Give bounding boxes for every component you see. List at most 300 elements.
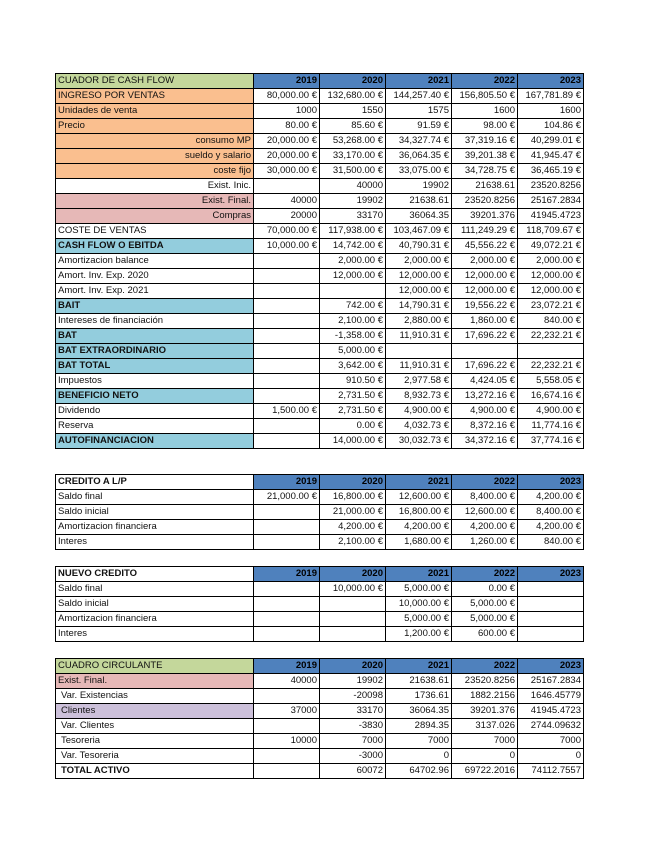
value-cell[interactable]: 156,805.50 € [452,89,518,104]
value-cell[interactable]: 40,790.31 € [386,239,452,254]
row-label-cell[interactable]: CASH FLOW O EBITDA [56,239,254,254]
value-cell[interactable] [518,627,584,642]
row-label-cell[interactable]: Saldo final [56,490,254,505]
row-label-cell[interactable]: Interes [56,535,254,550]
value-cell[interactable] [320,627,386,642]
table-title[interactable]: CUADOR DE CASH FLOW [56,74,254,89]
value-cell[interactable]: 23520.8256 [518,179,584,194]
value-cell[interactable]: 69722.2016 [452,764,518,779]
value-cell[interactable]: 4,200.00 € [518,490,584,505]
year-header[interactable]: 2023 [518,475,584,490]
value-cell[interactable]: 40000 [320,179,386,194]
row-label-cell[interactable]: Amort. Inv. Exp. 2020 [56,269,254,284]
year-header[interactable]: 2019 [254,74,320,89]
year-header[interactable]: 2022 [452,475,518,490]
value-cell[interactable]: -3000 [320,749,386,764]
value-cell[interactable]: 30,032.73 € [386,434,452,449]
table-row [56,719,584,734]
value-cell[interactable]: 21,000.00 € [254,490,320,505]
value-cell[interactable]: 14,790.31 € [386,299,452,314]
value-cell[interactable] [254,389,320,404]
value-cell[interactable] [254,374,320,389]
value-cell[interactable]: 2,000.00 € [386,254,452,269]
value-cell[interactable]: 10000 [254,734,320,749]
value-cell[interactable]: 2894.35 [386,719,452,734]
row-label-cell[interactable]: Exist. Inic. [56,179,254,194]
table-row [56,597,584,612]
row-label-cell[interactable]: Var. Existencias [56,689,254,704]
row-label-cell[interactable]: Amortizacion financiera [56,520,254,535]
value-cell[interactable]: 20,000.00 € [254,149,320,164]
value-cell[interactable]: 16,674.16 € [518,389,584,404]
value-cell[interactable]: 111,249.29 € [452,224,518,239]
row-label-cell[interactable]: Unidades de venta [56,104,254,119]
value-cell[interactable]: 40000 [254,194,320,209]
row-label-cell[interactable]: AUTOFINANCIACION [56,434,254,449]
table-row [56,164,584,179]
year-header[interactable]: 2019 [254,567,320,582]
value-cell[interactable]: 1000 [254,104,320,119]
value-cell[interactable]: 12,000.00 € [320,269,386,284]
value-cell[interactable]: 5,000.00 € [386,612,452,627]
value-cell[interactable]: 40000 [254,674,320,689]
value-cell[interactable]: 1600 [518,104,584,119]
table-row [56,612,584,627]
value-cell[interactable]: 34,372.16 € [452,434,518,449]
table-row [56,764,584,779]
value-cell[interactable]: 1736.61 [386,689,452,704]
year-header[interactable]: 2020 [320,567,386,582]
table-row [56,194,584,209]
row-label-cell[interactable]: Compras [56,209,254,224]
year-header[interactable]: 2019 [254,475,320,490]
row-label-cell[interactable]: Saldo final [56,582,254,597]
value-cell[interactable] [254,597,320,612]
value-cell[interactable]: 53,268.00 € [320,134,386,149]
value-cell[interactable] [254,582,320,597]
table-row [56,284,584,299]
value-cell[interactable]: 12,000.00 € [386,269,452,284]
table-row [56,269,584,284]
value-cell[interactable]: 12,000.00 € [386,284,452,299]
value-cell[interactable] [254,505,320,520]
value-cell[interactable]: 31,500.00 € [320,164,386,179]
value-cell[interactable]: 5,000.00 € [320,344,386,359]
value-cell[interactable]: 0.00 € [320,419,386,434]
row-label-cell[interactable]: BAT EXTRAORDINARIO [56,344,254,359]
value-cell[interactable]: 64702.96 [386,764,452,779]
value-cell[interactable]: 19902 [320,674,386,689]
value-cell[interactable]: 23520.8256 [452,194,518,209]
year-header[interactable]: 2021 [386,567,452,582]
year-header[interactable]: 2020 [320,475,386,490]
value-cell[interactable]: 36,465.19 € [518,164,584,179]
value-cell[interactable]: 4,424.05 € [452,374,518,389]
row-label-cell[interactable]: Amort. Inv. Exp. 2021 [56,284,254,299]
value-cell[interactable]: 7000 [518,734,584,749]
value-cell[interactable] [452,344,518,359]
value-cell[interactable]: 103,467.09 € [386,224,452,239]
table-row [56,582,584,597]
nuevo-credito-table [55,566,584,642]
value-cell[interactable]: 21,000.00 € [320,505,386,520]
year-header[interactable]: 2022 [452,659,518,674]
value-cell[interactable]: 11,910.31 € [386,359,452,374]
year-header[interactable]: 2023 [518,74,584,89]
row-label-cell[interactable]: consumo MP [56,134,254,149]
value-cell[interactable]: -1,358.00 € [320,329,386,344]
value-cell[interactable]: 132,680.00 € [320,89,386,104]
value-cell[interactable]: 2,000.00 € [518,254,584,269]
value-cell[interactable]: 2,731.50 € [320,389,386,404]
value-cell[interactable] [254,329,320,344]
value-cell[interactable]: 80,000.00 € [254,89,320,104]
table-row [56,179,584,194]
value-cell[interactable]: 8,400.00 € [452,490,518,505]
value-cell[interactable]: 2,000.00 € [452,254,518,269]
value-cell[interactable]: 4,900.00 € [386,404,452,419]
table-row [56,535,584,550]
value-cell[interactable]: 7000 [386,734,452,749]
table-row [56,314,584,329]
value-cell[interactable] [254,764,320,779]
value-cell[interactable]: 1600 [452,104,518,119]
value-cell[interactable]: 33,075.00 € [386,164,452,179]
table-row [56,689,584,704]
value-cell[interactable]: 10,000.00 € [386,597,452,612]
value-cell[interactable] [518,344,584,359]
value-cell[interactable]: 10,000.00 € [254,239,320,254]
table-header-row [56,659,584,674]
value-cell[interactable] [254,299,320,314]
value-cell[interactable]: 8,932.73 € [386,389,452,404]
value-cell[interactable]: 34,728.75 € [452,164,518,179]
value-cell[interactable] [254,749,320,764]
table-row [56,505,584,520]
value-cell[interactable]: 17,696.22 € [452,359,518,374]
row-label-cell[interactable]: Reserva [56,419,254,434]
table-row [56,674,584,689]
table-row [56,149,584,164]
value-cell[interactable]: 1,260.00 € [452,535,518,550]
value-cell[interactable]: 840.00 € [518,535,584,550]
row-label-cell[interactable]: sueldo y salario [56,149,254,164]
year-header[interactable]: 2020 [320,74,386,89]
value-cell[interactable] [254,719,320,734]
value-cell[interactable]: 4,900.00 € [518,404,584,419]
value-cell[interactable]: 30,000.00 € [254,164,320,179]
value-cell[interactable]: 742.00 € [320,299,386,314]
cash-flow-table [55,73,584,449]
value-cell[interactable] [320,612,386,627]
value-cell[interactable] [518,612,584,627]
table-row [56,434,584,449]
table-row [56,359,584,374]
value-cell[interactable] [320,597,386,612]
value-cell[interactable] [254,419,320,434]
row-label-cell[interactable]: BAT [56,329,254,344]
table-row [56,209,584,224]
value-cell[interactable]: 117,938.00 € [320,224,386,239]
table-title[interactable]: CUADRO CIRCULANTE [56,659,254,674]
value-cell[interactable]: 1575 [386,104,452,119]
value-cell[interactable]: 2,977.58 € [386,374,452,389]
table-row [56,239,584,254]
value-cell[interactable]: 33,170.00 € [320,149,386,164]
row-label-cell[interactable]: BAT TOTAL [56,359,254,374]
value-cell[interactable]: 2744.09632 [518,719,584,734]
year-header[interactable]: 2021 [386,475,452,490]
value-cell[interactable] [254,254,320,269]
table-row [56,104,584,119]
value-cell[interactable]: 5,000.00 € [386,582,452,597]
table-row [56,404,584,419]
value-cell[interactable]: 167,781.89 € [518,89,584,104]
value-cell[interactable]: 5,558.05 € [518,374,584,389]
table-row [56,134,584,149]
value-cell[interactable]: 1646.45779 [518,689,584,704]
value-cell[interactable]: 11,774.16 € [518,419,584,434]
row-label-cell[interactable]: Exist. Final. [56,674,254,689]
value-cell[interactable] [518,597,584,612]
value-cell[interactable] [254,612,320,627]
value-cell[interactable]: 19902 [386,179,452,194]
value-cell[interactable] [254,627,320,642]
value-cell[interactable]: 20,000.00 € [254,134,320,149]
row-label-cell[interactable]: Var. Clientes [56,719,254,734]
value-cell[interactable]: 36064.35 [386,704,452,719]
table-row [56,299,584,314]
value-cell[interactable]: 600.00 € [452,627,518,642]
row-label-cell[interactable]: Dividendo [56,404,254,419]
table-header-row [56,74,584,89]
value-cell[interactable]: 33170 [320,704,386,719]
table-row [56,490,584,505]
value-cell[interactable]: 0 [452,749,518,764]
value-cell[interactable]: 12,600.00 € [386,490,452,505]
value-cell[interactable]: 12,600.00 € [452,505,518,520]
value-cell[interactable]: 5,000.00 € [452,597,518,612]
value-cell[interactable]: 37,319.16 € [452,134,518,149]
value-cell[interactable]: 41945.4723 [518,704,584,719]
value-cell[interactable] [254,689,320,704]
value-cell[interactable]: 2,000.00 € [320,254,386,269]
value-cell[interactable] [518,582,584,597]
row-label-cell[interactable]: Clientes [56,704,254,719]
value-cell[interactable]: -20098 [320,689,386,704]
value-cell[interactable]: 60072 [320,764,386,779]
value-cell[interactable]: 19,556.22 € [452,299,518,314]
value-cell[interactable] [254,535,320,550]
value-cell[interactable]: 1,860.00 € [452,314,518,329]
value-cell[interactable]: 20000 [254,209,320,224]
value-cell[interactable]: 17,696.22 € [452,329,518,344]
table-row [56,374,584,389]
value-cell[interactable] [254,314,320,329]
value-cell[interactable]: 70,000.00 € [254,224,320,239]
row-label-cell[interactable]: Impuestos [56,374,254,389]
year-header[interactable]: 2023 [518,567,584,582]
value-cell[interactable] [254,269,320,284]
row-label-cell[interactable]: Exist. Final. [56,194,254,209]
year-header[interactable]: 2022 [452,567,518,582]
value-cell[interactable]: 144,257.40 € [386,89,452,104]
value-cell[interactable]: 34,327.74 € [386,134,452,149]
value-cell[interactable]: 4,200.00 € [386,520,452,535]
value-cell[interactable]: 910.50 € [320,374,386,389]
row-label-cell[interactable]: Precio [56,119,254,134]
value-cell[interactable]: 19902 [320,194,386,209]
value-cell[interactable] [254,520,320,535]
value-cell[interactable]: 85.60 € [320,119,386,134]
row-label-cell[interactable]: Intereses de financiación [56,314,254,329]
row-label-cell[interactable]: Saldo inicial [56,505,254,520]
value-cell[interactable]: 22,232.21 € [518,329,584,344]
value-cell[interactable]: 1,200.00 € [386,627,452,642]
value-cell[interactable]: 1550 [320,104,386,119]
year-header[interactable]: 2023 [518,659,584,674]
table-row [56,734,584,749]
value-cell[interactable]: 1,500.00 € [254,404,320,419]
value-cell[interactable]: 33170 [320,209,386,224]
value-cell[interactable]: 0 [386,749,452,764]
row-label-cell[interactable]: INGRESO POR VENTAS [56,89,254,104]
value-cell[interactable] [254,359,320,374]
value-cell[interactable]: 4,200.00 € [320,520,386,535]
value-cell[interactable]: 22,232.21 € [518,359,584,374]
value-cell[interactable] [386,344,452,359]
value-cell[interactable]: 7000 [320,734,386,749]
value-cell[interactable]: 2,100.00 € [320,314,386,329]
value-cell[interactable]: 39201.376 [452,209,518,224]
value-cell[interactable]: 39201.376 [452,704,518,719]
value-cell[interactable]: 16,800.00 € [320,490,386,505]
value-cell[interactable]: 14,742.00 € [320,239,386,254]
table-header-row [56,475,584,490]
table-row [56,344,584,359]
value-cell[interactable]: 21638.61 [452,179,518,194]
value-cell[interactable]: 4,900.00 € [452,404,518,419]
value-cell[interactable]: 3137.026 [452,719,518,734]
year-header[interactable]: 2021 [386,659,452,674]
table-row [56,119,584,134]
value-cell[interactable]: 21638.61 [386,674,452,689]
value-cell[interactable]: 41,945.47 € [518,149,584,164]
value-cell[interactable] [254,344,320,359]
value-cell[interactable]: 49,072.21 € [518,239,584,254]
value-cell[interactable]: -3830 [320,719,386,734]
value-cell[interactable]: 16,800.00 € [386,505,452,520]
row-label-cell[interactable]: Amortizacion financiera [56,612,254,627]
value-cell[interactable]: 41945.4723 [518,209,584,224]
value-cell[interactable]: 7000 [452,734,518,749]
value-cell[interactable]: 74112.7557 [518,764,584,779]
value-cell[interactable]: 4,032.73 € [386,419,452,434]
year-header[interactable]: 2021 [386,74,452,89]
value-cell[interactable]: 3,642.00 € [320,359,386,374]
value-cell[interactable] [254,179,320,194]
row-label-cell[interactable]: Amortizacion balance [56,254,254,269]
value-cell[interactable]: 98.00 € [452,119,518,134]
year-header[interactable]: 2019 [254,659,320,674]
value-cell[interactable]: 12,000.00 € [518,269,584,284]
value-cell[interactable]: 21638.61 [386,194,452,209]
value-cell[interactable]: 104.86 € [518,119,584,134]
year-header[interactable]: 2020 [320,659,386,674]
value-cell[interactable]: 40,299.01 € [518,134,584,149]
value-cell[interactable]: 23520.8256 [452,674,518,689]
value-cell[interactable]: 118,709.67 € [518,224,584,239]
table-row [56,749,584,764]
value-cell[interactable] [320,284,386,299]
value-cell[interactable]: 2,880.00 € [386,314,452,329]
value-cell[interactable]: 4,200.00 € [452,520,518,535]
table-row [56,329,584,344]
value-cell[interactable]: 23,072.21 € [518,299,584,314]
value-cell[interactable] [254,434,320,449]
row-label-cell[interactable]: BENEFICIO NETO [56,389,254,404]
cuadro-circulante-table [55,658,584,779]
value-cell[interactable]: 39,201.38 € [452,149,518,164]
value-cell[interactable]: 12,000.00 € [452,284,518,299]
value-cell[interactable]: 2,100.00 € [320,535,386,550]
row-label-cell[interactable]: COSTE DE VENTAS [56,224,254,239]
value-cell[interactable]: 1,680.00 € [386,535,452,550]
year-header[interactable]: 2022 [452,74,518,89]
table-row [56,89,584,104]
value-cell[interactable]: 2,731.50 € [320,404,386,419]
value-cell[interactable]: 13,272.16 € [452,389,518,404]
value-cell[interactable]: 12,000.00 € [518,284,584,299]
value-cell[interactable]: 25167.2834 [518,194,584,209]
table-row [56,254,584,269]
row-label-cell[interactable]: Interes [56,627,254,642]
row-label-cell[interactable]: TOTAL ACTIVO [56,764,254,779]
row-label-cell[interactable]: Var. Tesoreria [56,749,254,764]
table-title[interactable]: CREDITO A L/P [56,475,254,490]
table-row [56,419,584,434]
value-cell[interactable]: 36064.35 [386,209,452,224]
table-row [56,627,584,642]
value-cell[interactable]: 0.00 € [452,582,518,597]
value-cell[interactable]: 8,372.16 € [452,419,518,434]
value-cell[interactable]: 840.00 € [518,314,584,329]
value-cell[interactable]: 10,000.00 € [320,582,386,597]
value-cell[interactable]: 37000 [254,704,320,719]
value-cell[interactable]: 80.00 € [254,119,320,134]
value-cell[interactable]: 4,200.00 € [518,520,584,535]
value-cell[interactable]: 5,000.00 € [452,612,518,627]
value-cell[interactable]: 25167.2834 [518,674,584,689]
value-cell[interactable]: 14,000.00 € [320,434,386,449]
table-header-row [56,567,584,582]
row-label-cell[interactable]: BAIT [56,299,254,314]
row-label-cell[interactable]: Tesoreria [56,734,254,749]
row-label-cell[interactable]: coste fijo [56,164,254,179]
value-cell[interactable]: 1882.2156 [452,689,518,704]
value-cell[interactable]: 91.59 € [386,119,452,134]
value-cell[interactable]: 45,556.22 € [452,239,518,254]
row-label-cell[interactable]: Saldo inicial [56,597,254,612]
value-cell[interactable] [254,284,320,299]
value-cell[interactable]: 8,400.00 € [518,505,584,520]
value-cell[interactable]: 36,064.35 € [386,149,452,164]
value-cell[interactable]: 12,000.00 € [452,269,518,284]
value-cell[interactable]: 37,774.16 € [518,434,584,449]
table-title[interactable]: NUEVO CREDITO [56,567,254,582]
value-cell[interactable]: 11,910.31 € [386,329,452,344]
value-cell[interactable]: 0 [518,749,584,764]
